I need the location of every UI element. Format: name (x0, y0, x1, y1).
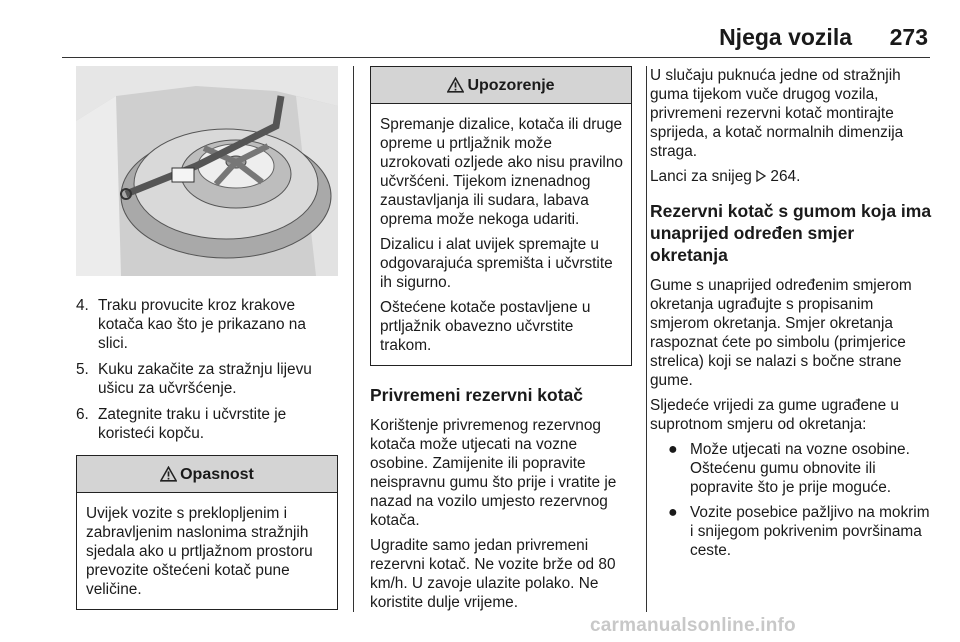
paragraph: Ugradite samo jedan privremeni rezervni kotač. Ne vozite brže od 80 km/h. U zavoje ulazite polako. Ne koristite dulje vrijeme. (370, 537, 616, 611)
list-item: 4. Traku provucite kroz krakove kotača kao što je prikazano na slici. (76, 297, 306, 352)
page-number: 273 (889, 24, 928, 50)
column-1 (76, 66, 338, 610)
section-heading-temporary-spare: Privremeni rezervni kotač (370, 385, 584, 405)
warning-text: Oštećene kotače postavljene u prtljažnik obavezno učvrstite trakom. (380, 299, 591, 354)
cross-reference (650, 167, 932, 186)
column-divider-1 (353, 66, 354, 612)
list-item: 6. Zategnite traku i učvrstite je koristeći kopču. (76, 406, 287, 442)
column-2 (370, 66, 632, 618)
bullet-list (650, 440, 932, 560)
danger-text: Uvijek vozite s preklopljenim i zabravljenim naslonima stražnjih sjedala ako u prtljažnom prostoru prevozite oštećeni kotač pune veličine. (86, 505, 313, 598)
list-item: ● Može utjecati na vozne osobine. Oštećenu gumu obnovite ili popravite što je prije moguće. (668, 441, 910, 496)
section-heading-directional-tyre: Rezervni kotač s gumom koja ima unaprijed određen smjer okretanja (650, 201, 932, 265)
danger-box-header (77, 456, 337, 493)
warning-triangle-icon (447, 77, 464, 93)
bullet-icon: ● (668, 441, 678, 458)
danger-title: Opasnost (180, 465, 254, 483)
list-item: ● Vozite posebice pažljivo na mokrim i snijegom pokrivenim površinama ceste. (668, 504, 930, 559)
paragraph: Korištenje privremenog rezervnog kotača može utjecati na vozne osobine. Zamijenite ili popravite neispravnu gumu što prije i vratite je nazad na vozilo umjesto rezervnog kotača. (370, 417, 617, 529)
column-divider-2 (646, 66, 647, 612)
spare-wheel-illustration (76, 66, 338, 276)
paragraph: U slučaju puknuća jedne od stražnjih guma tijekom vuče drugog vozila, privremeni rezervni kotač montirajte sprijeda, a kotač normalnih dimenzija straga. (650, 67, 904, 160)
danger-box (76, 455, 338, 610)
warning-text: Dizalicu i alat uvijek spremajte u odgovarajuća spremišta i učvrstite ih sigurno. (380, 236, 613, 291)
paragraph: Gume s unaprijed određenim smjerom okretanja ugrađujte s propisanim smjerom okretanja. Smjer okretanja raspoznat ćete po simbolu (primjerice strelica) koji se nalazi s bočne strane gume. (650, 277, 912, 389)
warning-text: Spremanje dizalice, kotača ili druge opreme u prtljažnik može uzrokovati ozljede ako nisu pravilno učvršćeni. Tijekom iznenadnog zaustavljanja ili sudara, labava oprema može nekoga udariti. (380, 116, 623, 228)
chains-page-link[interactable]: 264. (770, 168, 801, 185)
steps-list (76, 296, 338, 443)
header-rule (62, 57, 930, 58)
warning-box-header (371, 67, 631, 104)
warning-title: Upozorenje (467, 76, 555, 94)
reference-arrow-icon[interactable] (756, 170, 766, 182)
warning-box (370, 66, 632, 366)
bullet-icon: ● (668, 504, 678, 521)
paragraph: Sljedeće vrijedi za gume ugrađene u suprotnom smjeru od okretanja: (650, 397, 899, 433)
chains-label: Lanci za snijeg (650, 168, 752, 185)
column-3 (650, 66, 932, 566)
warning-triangle-icon (160, 466, 177, 482)
watermark: carmanualsonline.info (590, 615, 796, 636)
list-item: 5. Kuku zakačite za stražnju lijevu ušicu za učvršćenje. (76, 361, 312, 397)
header-title: Njega vozila (719, 24, 852, 50)
page-header (62, 24, 930, 54)
